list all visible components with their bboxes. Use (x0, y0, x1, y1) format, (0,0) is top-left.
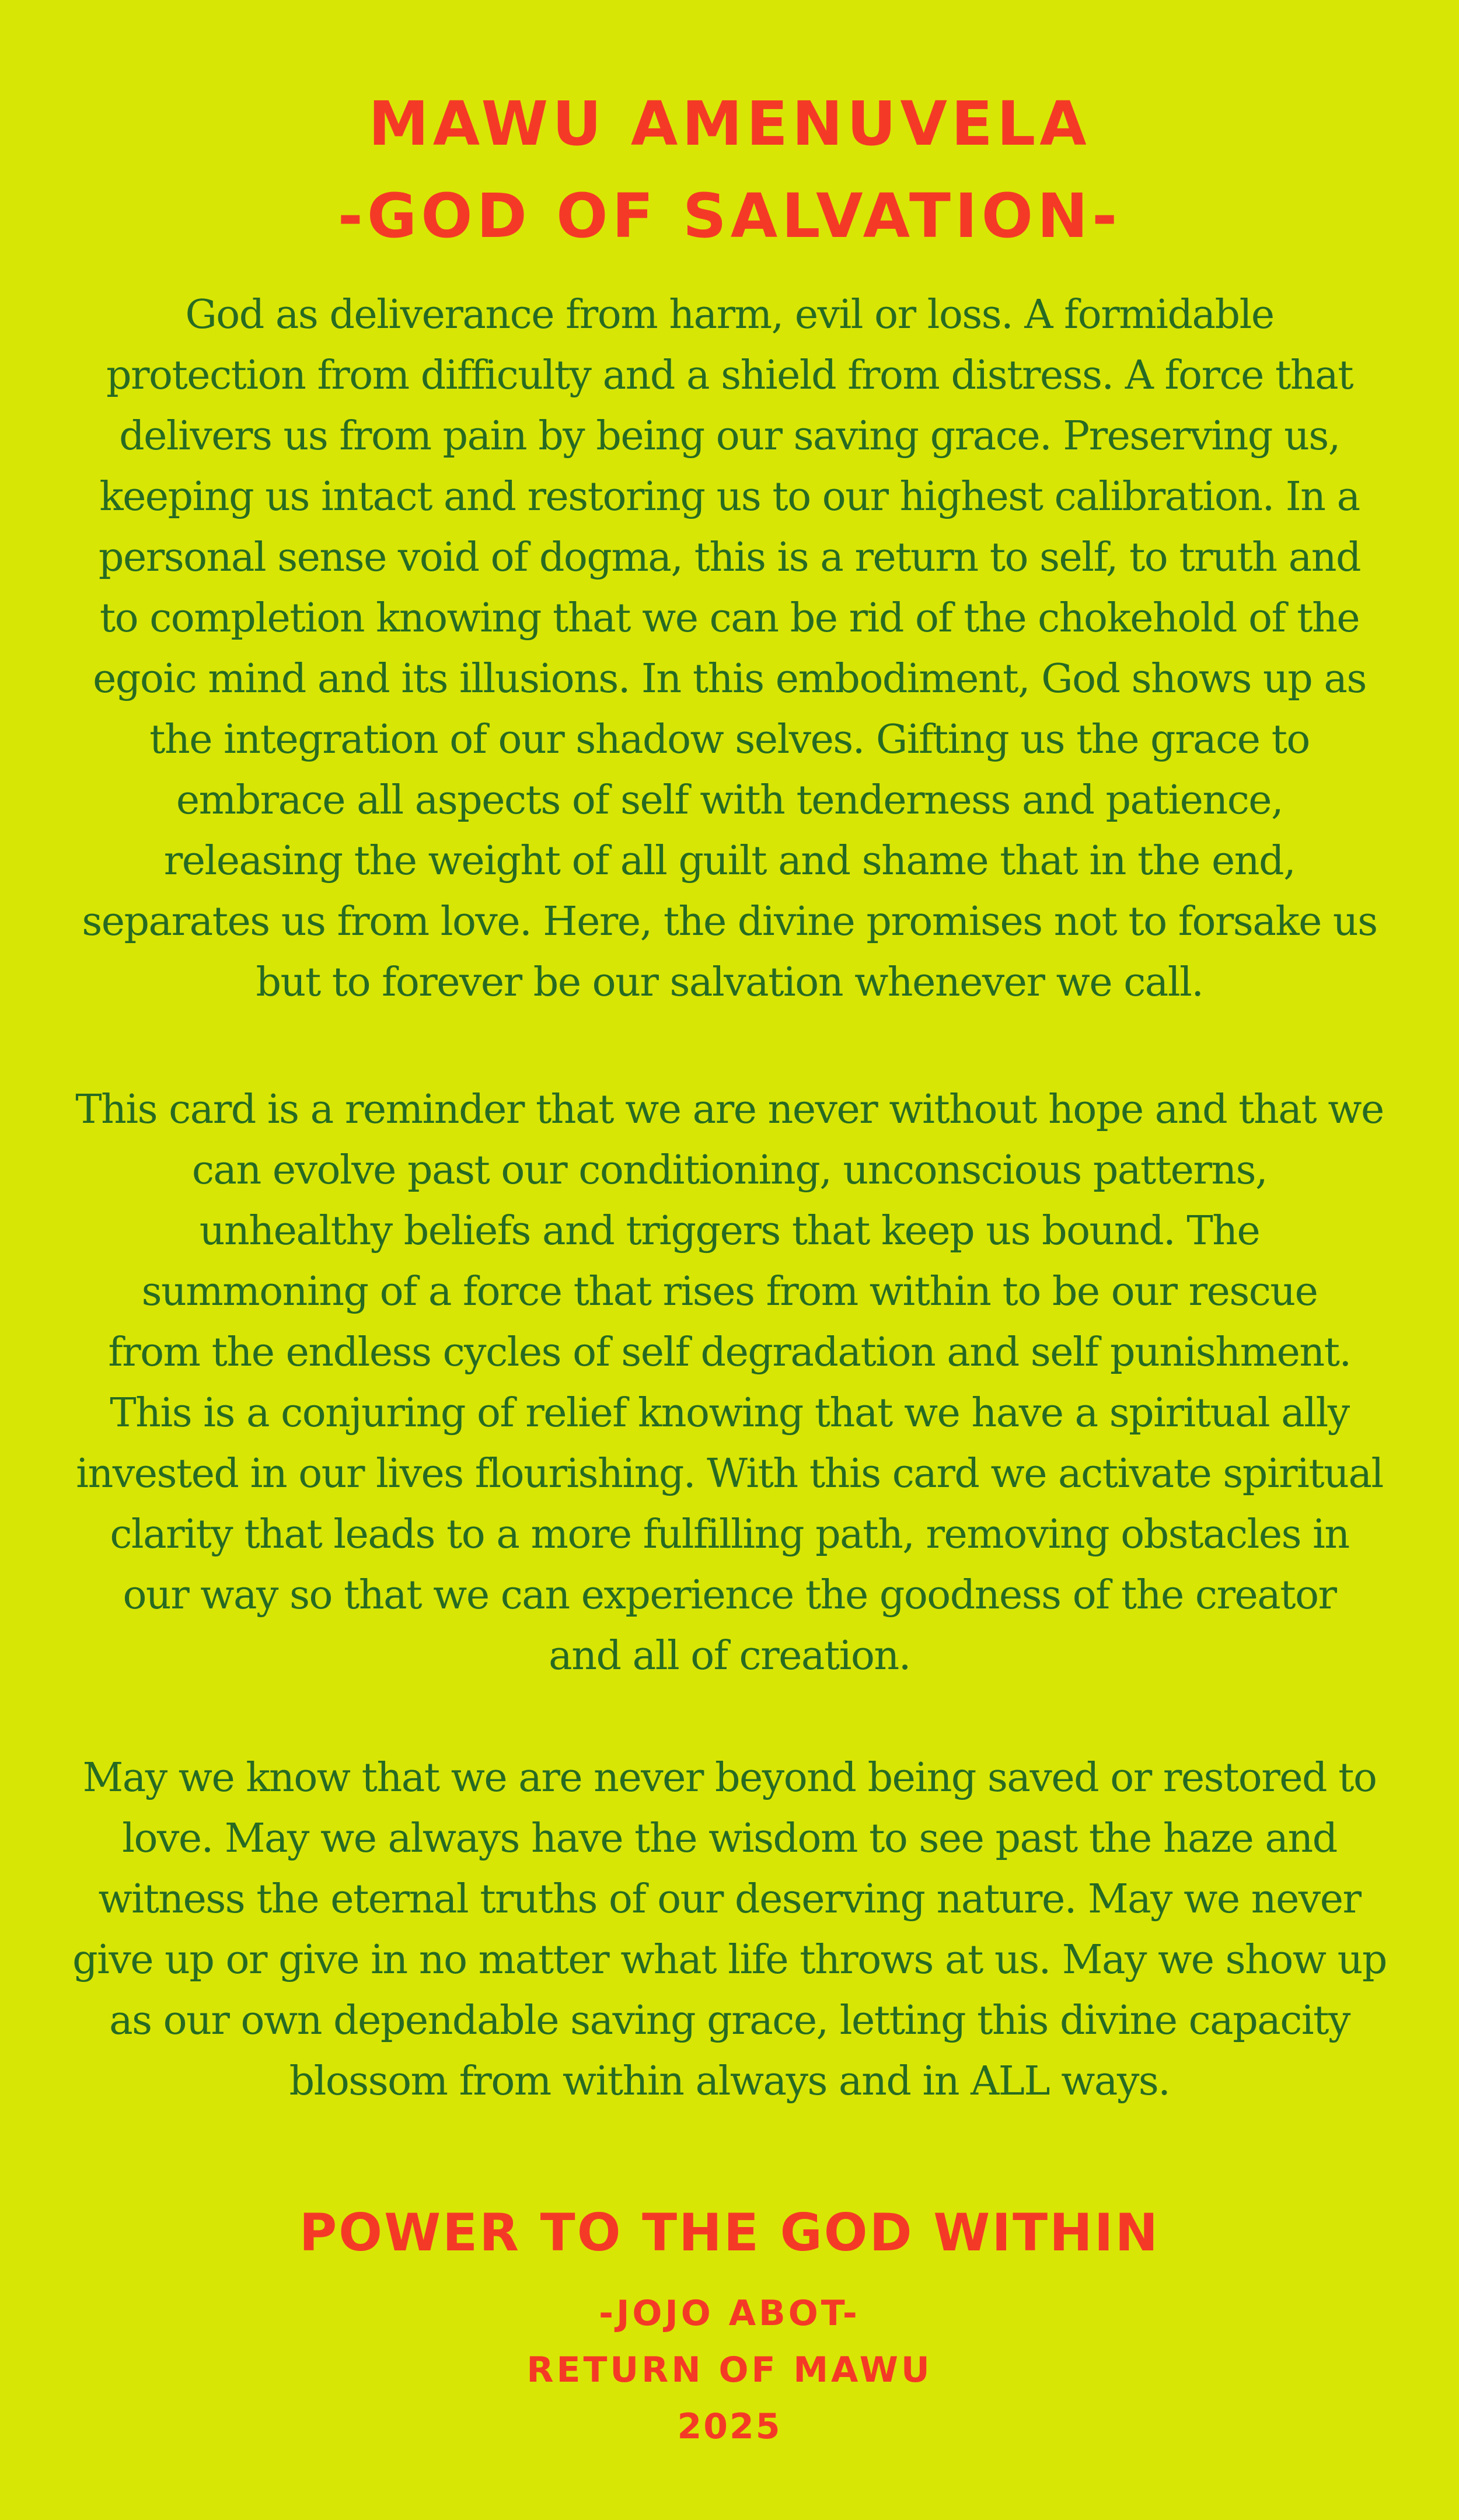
paragraph-line: protection from difficulty and a shield from distress. A force that (106, 352, 1353, 399)
paragraph-line: to completion knowing that we can be rid of the chokehold of the (99, 595, 1360, 641)
paragraph-line: can evolve past our conditioning, unconscious patterns, (191, 1147, 1268, 1193)
paragraph-line: delivers us from pain by being our saving grace. Preserving us, (119, 413, 1340, 459)
paragraph-line: from the endless cycles of self degradation and self punishment. (108, 1329, 1351, 1376)
paragraph-line: our way so that we can experience the goodness of the creator (123, 1572, 1336, 1618)
paragraph-line: clarity that leads to a more fulfilling path, removing obstacles in (110, 1512, 1349, 1558)
closing-affirmation: POWER TO THE GOD WITHIN (299, 2203, 1160, 2263)
paragraph-1 (47, 285, 1412, 1013)
paragraph-line: God as deliverance from harm, evil or loss. A formidable (185, 292, 1274, 338)
paragraph-line: summoning of a force that rises from within to be our rescue (141, 1269, 1318, 1315)
paragraph-line: This is a conjuring of relief knowing that we have a spiritual ally (110, 1390, 1349, 1436)
paragraph-line: love. May we always have the wisdom to see past the haze and (122, 1816, 1337, 1862)
card-subtitle: -GOD OF SALVATION- (337, 180, 1122, 252)
paragraph-3 (47, 1748, 1412, 2112)
paragraph-line: releasing the weight of all guilt and shame that in the end, (163, 838, 1296, 884)
collection-title: RETURN OF MAWU (526, 2350, 933, 2390)
paragraph-line: This card is a reminder that we are never without hope and that we (75, 1087, 1384, 1133)
paragraph-line: witness the eternal truths of our deserving nature. May we never (98, 1876, 1361, 1922)
paragraph-line: as our own dependable saving grace, letting this divine capacity (109, 1998, 1350, 2044)
year-label: 2025 (677, 2406, 782, 2447)
paragraph-line: separates us from love. Here, the divine promises not to forsake us (82, 899, 1377, 945)
paragraph-line: egoic mind and its illusions. In this embodiment, God shows up as (93, 656, 1366, 702)
paragraph-line: embrace all aspects of self with tenderness and patience, (176, 777, 1283, 823)
paragraph-line: unhealthy beliefs and triggers that keep us bound. The (199, 1208, 1260, 1254)
paragraph-line: keeping us intact and restoring us to our highest calibration. In a (99, 474, 1360, 520)
paragraph-line: May we know that we are never beyond being saved or restored to (82, 1755, 1377, 1801)
card-title: MAWU AMENUVELA (368, 88, 1091, 159)
author-signature: -JOJO ABOT- (599, 2293, 860, 2334)
paragraph-2 (47, 1080, 1412, 1687)
paragraph-line: invested in our lives flourishing. With this card we activate spiritual (76, 1451, 1383, 1497)
paragraph-line: personal sense void of dogma, this is a return to self, to truth and (98, 535, 1361, 581)
paragraph-line: give up or give in no matter what life throws at us. May we show up (72, 1937, 1387, 1983)
paragraph-line: blossom from within always and in ALL ways. (289, 2058, 1170, 2104)
paragraph-line: but to forever be our salvation whenever we call. (256, 959, 1203, 1006)
paragraph-line: the integration of our shadow selves. Gifting us the grace to (149, 717, 1310, 763)
paragraph-line: and all of creation. (549, 1633, 910, 1679)
